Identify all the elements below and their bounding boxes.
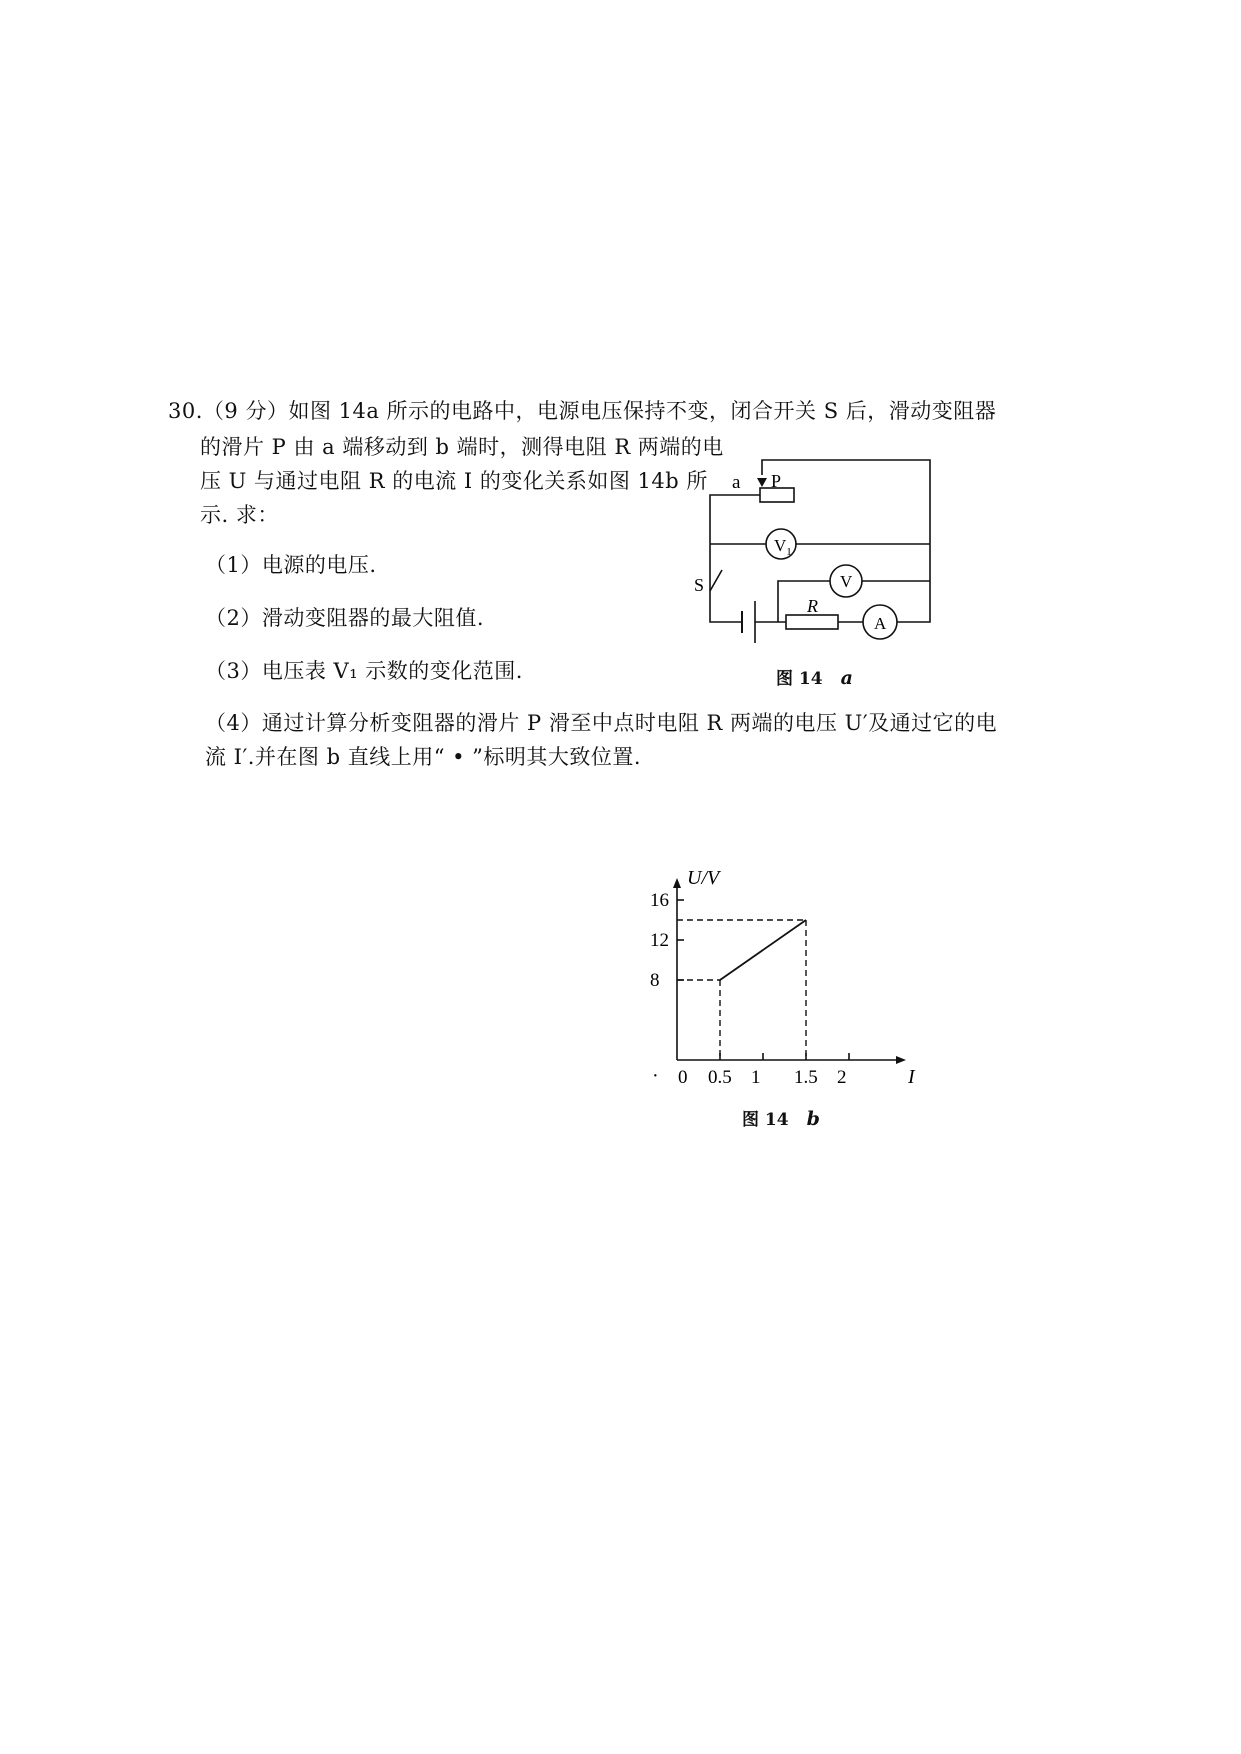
label-v: V <box>840 572 853 591</box>
figure-b-caption-letter: b <box>806 1108 820 1130</box>
sub-question-1: （1）电源的电压. <box>205 553 377 577</box>
u-i-chart <box>640 862 930 1094</box>
x-axis-label: I <box>908 1066 915 1088</box>
label-switch-s: S <box>694 575 705 595</box>
x-tick-label: 2 <box>837 1067 847 1088</box>
resistor-r <box>786 615 838 629</box>
sub-question-3: （3）电压表 V₁ 示数的变化范围. <box>205 659 523 683</box>
sub-question-2: （2）滑动变阻器的最大阻值. <box>205 606 485 630</box>
slider-arrow-icon <box>757 478 767 487</box>
question-number: 30. <box>168 399 203 423</box>
sub-question-4-line2: 流 I′.并在图 b 直线上用“ • ”标明其大致位置. <box>205 745 642 769</box>
figure-a-caption <box>776 664 853 689</box>
label-a-end: a <box>732 472 741 493</box>
question-score: （9 分） <box>202 399 289 423</box>
y-tick-label: 12 <box>650 930 669 951</box>
y-axis-arrow-icon <box>673 878 681 888</box>
stray-dot: · <box>652 1065 659 1087</box>
y-axis-label: U/V <box>687 867 720 889</box>
figure-b-caption <box>742 1105 820 1130</box>
figure-a-caption-letter: a <box>840 667 853 689</box>
figure-b-caption-main: 图 14 <box>742 1110 789 1130</box>
question-header <box>168 396 996 426</box>
series-line-0 <box>720 920 806 980</box>
label-slider-p: P <box>771 471 782 491</box>
question-intro-line3: 压 U 与通过电阻 R 的电流 I 的变化关系如图 14b 所 <box>200 469 708 493</box>
y-tick-label: 8 <box>650 970 660 991</box>
x-axis-arrow-icon <box>896 1056 906 1064</box>
y-tick-label: 16 <box>650 890 669 911</box>
circuit-diagram <box>680 445 960 650</box>
label-v1: $V_1$ <box>774 536 792 558</box>
label-a-meter: A <box>874 614 887 633</box>
question-intro-line1: 如图 14a 所示的电路中，电源电压保持不变，闭合开关 S 后，滑动变阻器 <box>288 399 997 423</box>
question-intro-line2: 的滑片 P 由 a 端移动到 b 端时，测得电阻 R 两端的电 <box>200 435 724 459</box>
x-tick-label: 0 <box>678 1067 688 1088</box>
x-tick-label: 1.5 <box>794 1067 818 1088</box>
label-resistor-r: R <box>807 596 818 616</box>
x-tick-label: 1 <box>751 1067 761 1088</box>
x-tick-label: 0.5 <box>708 1067 732 1088</box>
question-intro-line4: 示. 求： <box>200 503 279 527</box>
sub-question-4-line1: （4）通过计算分析变阻器的滑片 P 滑至中点时电阻 R 两端的电压 U′及通过它的电 <box>205 711 998 735</box>
figure-a-caption-main: 图 14 <box>776 669 823 689</box>
